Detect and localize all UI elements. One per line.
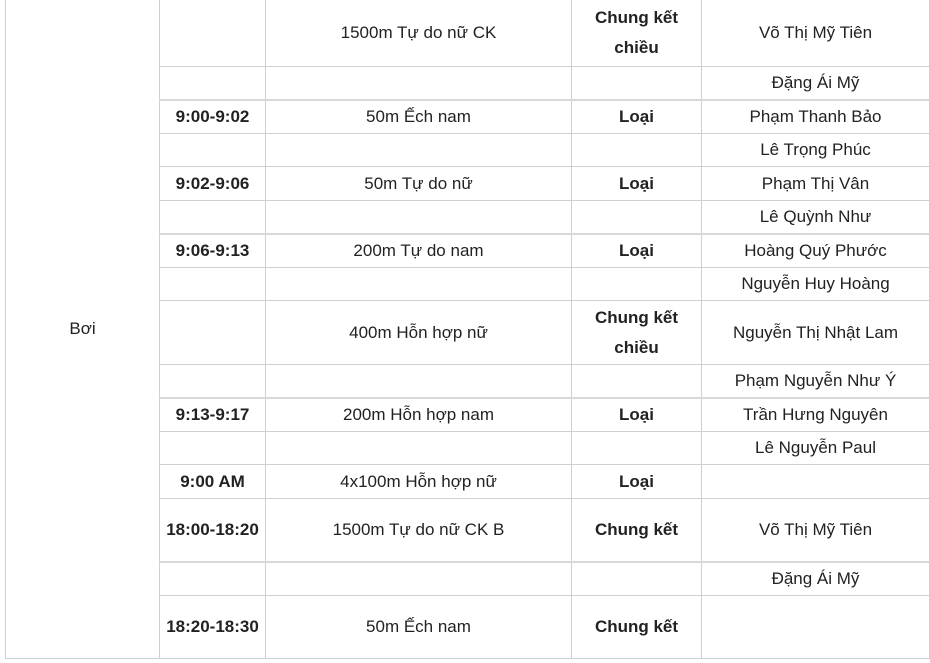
time-cell bbox=[160, 365, 266, 398]
event-cell bbox=[266, 201, 572, 234]
athlete-cell: Lê Trọng Phúc bbox=[702, 134, 930, 167]
athlete-cell bbox=[702, 596, 930, 659]
stage-cell bbox=[572, 67, 702, 100]
athlete-cell: Võ Thị Mỹ Tiên bbox=[702, 499, 930, 562]
athlete-cell: Đặng Ái Mỹ bbox=[702, 562, 930, 596]
sport-cell: Bơi bbox=[6, 0, 160, 659]
time-cell: 9:13-9:17 bbox=[160, 398, 266, 432]
event-cell: 1500m Tự do nữ CK B bbox=[266, 499, 572, 562]
event-cell: 50m Ếch nam bbox=[266, 596, 572, 659]
athlete-cell: Võ Thị Mỹ Tiên bbox=[702, 0, 930, 67]
schedule-table bbox=[5, 0, 930, 659]
athlete-cell: Phạm Nguyễn Như Ý bbox=[702, 365, 930, 398]
event-cell: 1500m Tự do nữ CK bbox=[266, 0, 572, 67]
event-cell: 200m Tự do nam bbox=[266, 234, 572, 268]
athlete-cell: Nguyễn Thị Nhật Lam bbox=[702, 301, 930, 365]
event-cell bbox=[266, 134, 572, 167]
athlete-cell: Lê Nguyễn Paul bbox=[702, 432, 930, 465]
stage-cell: Chung kết bbox=[572, 499, 702, 562]
event-cell: 50m Tự do nữ bbox=[266, 167, 572, 201]
stage-cell: Chung kết chiều bbox=[572, 0, 702, 67]
event-cell bbox=[266, 268, 572, 301]
event-cell: 4x100m Hỗn hợp nữ bbox=[266, 465, 572, 499]
stage-cell bbox=[572, 201, 702, 234]
event-cell bbox=[266, 432, 572, 465]
athlete-cell: Hoàng Quý Phước bbox=[702, 234, 930, 268]
time-cell bbox=[160, 201, 266, 234]
stage-cell bbox=[572, 134, 702, 167]
time-cell bbox=[160, 0, 266, 67]
time-cell: 18:20-18:30 bbox=[160, 596, 266, 659]
time-cell bbox=[160, 432, 266, 465]
stage-cell: Loại bbox=[572, 100, 702, 134]
stage-cell bbox=[572, 268, 702, 301]
athlete-cell: Đặng Ái Mỹ bbox=[702, 67, 930, 100]
athlete-cell: Nguyễn Huy Hoàng bbox=[702, 268, 930, 301]
event-cell bbox=[266, 562, 572, 596]
time-cell: 9:00 AM bbox=[160, 465, 266, 499]
event-cell bbox=[266, 365, 572, 398]
time-cell: 9:02-9:06 bbox=[160, 167, 266, 201]
stage-cell: Loại bbox=[572, 167, 702, 201]
event-cell: 50m Ếch nam bbox=[266, 100, 572, 134]
stage-cell: Chung kết bbox=[572, 596, 702, 659]
stage-cell: Loại bbox=[572, 398, 702, 432]
athlete-cell: Trần Hưng Nguyên bbox=[702, 398, 930, 432]
event-cell: 400m Hỗn hợp nữ bbox=[266, 301, 572, 365]
stage-cell: Loại bbox=[572, 234, 702, 268]
time-cell: 9:00-9:02 bbox=[160, 100, 266, 134]
stage-cell bbox=[572, 562, 702, 596]
time-cell: 9:06-9:13 bbox=[160, 234, 266, 268]
stage-cell bbox=[572, 432, 702, 465]
time-cell bbox=[160, 301, 266, 365]
event-cell bbox=[266, 67, 572, 100]
stage-cell: Chung kết chiều bbox=[572, 301, 702, 365]
stage-cell bbox=[572, 365, 702, 398]
athlete-cell: Phạm Thanh Bảo bbox=[702, 100, 930, 134]
stage-cell: Loại bbox=[572, 465, 702, 499]
time-cell bbox=[160, 562, 266, 596]
time-cell bbox=[160, 67, 266, 100]
athlete-cell bbox=[702, 465, 930, 499]
time-cell bbox=[160, 134, 266, 167]
athlete-cell: Phạm Thị Vân bbox=[702, 167, 930, 201]
time-cell: 18:00-18:20 bbox=[160, 499, 266, 562]
time-cell bbox=[160, 268, 266, 301]
event-cell: 200m Hỗn hợp nam bbox=[266, 398, 572, 432]
athlete-cell: Lê Quỳnh Như bbox=[702, 201, 930, 234]
table-row bbox=[6, 0, 930, 67]
